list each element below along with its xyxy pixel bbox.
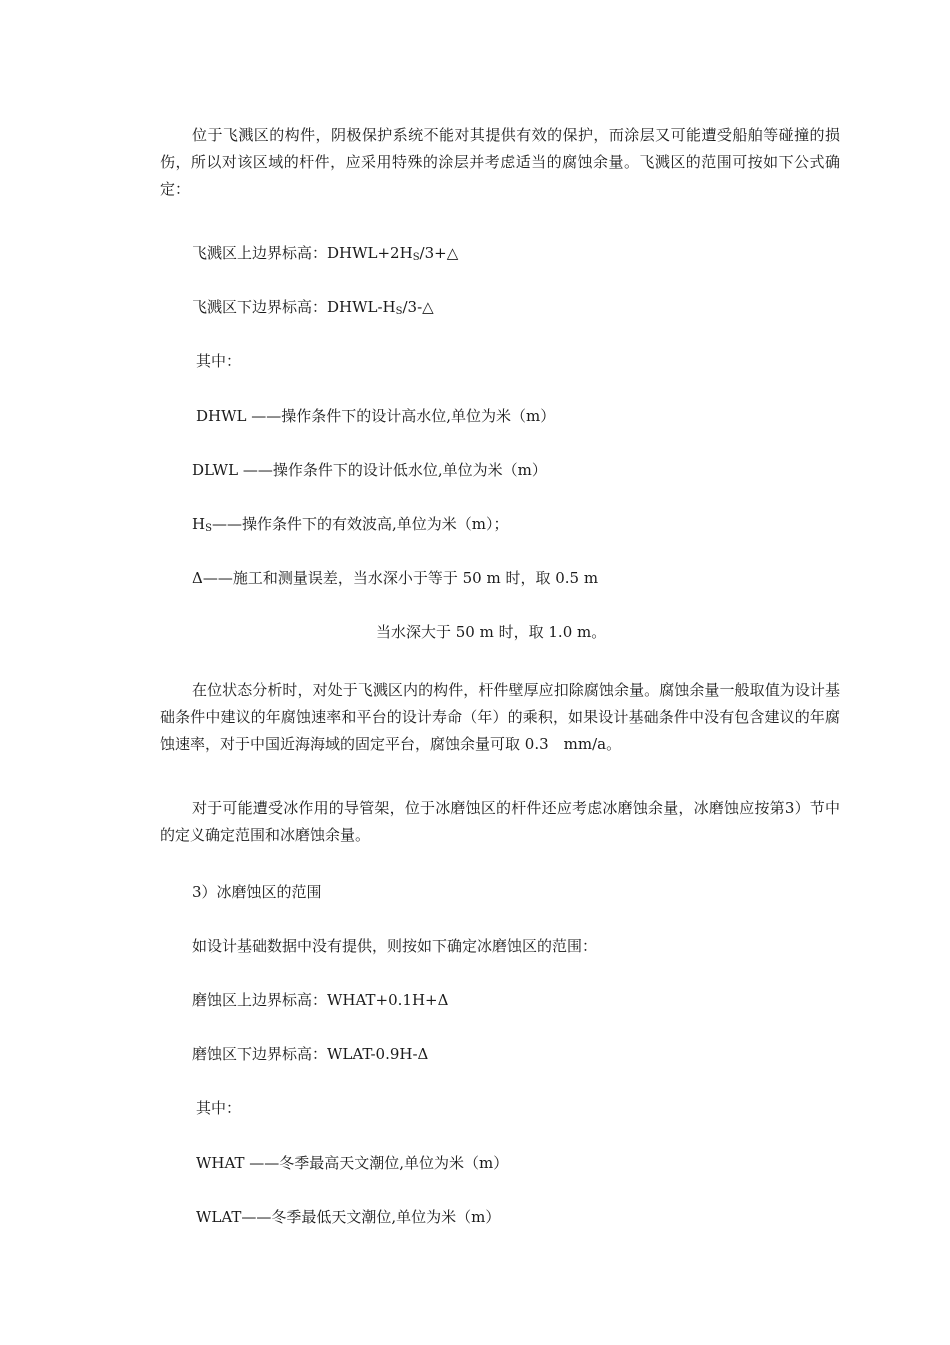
splash-zone-intro-paragraph: 位于飞溅区的构件，阴极保护系统不能对其提供有效的保护，而涂层又可能遭受船舶等碰撞的损伤，所以对该区域的杆件，应采用特殊的涂层并考虑适当的腐蚀余量。飞溅区的范围可按如下公式确定：: [160, 126, 840, 198]
hs-prefix: H: [192, 515, 206, 533]
hs-suffix: ——操作条件下的有效波高,单位为米（m）；: [211, 515, 509, 533]
where-label-2: 其中：: [196, 1099, 242, 1117]
wlat-definition: WLAT——冬季最低天文潮位,单位为米（m）: [196, 1208, 501, 1226]
splash-lower-bound-suffix: /3-△: [402, 298, 434, 316]
what-definition: WHAT ——冬季最高天文潮位,单位为米（m）: [196, 1154, 509, 1172]
splash-upper-bound-formula: [192, 244, 458, 265]
ice-upper-bound-formula: 磨蚀区上边界标高：WHAT+0.1H+Δ: [192, 991, 449, 1009]
splash-lower-bound-sub: S: [395, 306, 403, 317]
dlwl-definition: DLWL ——操作条件下的设计低水位,单位为米（m）: [192, 461, 547, 479]
dhwl-definition: DHWL ——操作条件下的设计高水位,单位为米（m）: [196, 407, 556, 425]
splash-upper-bound-sub: S: [412, 252, 420, 263]
hs-definition: [192, 515, 508, 536]
splash-lower-bound-prefix: 飞溅区下边界标高：DHWL-H: [192, 298, 396, 316]
hs-sub: S: [205, 523, 212, 534]
where-label-1: 其中：: [196, 352, 242, 370]
ice-lower-bound-formula: 磨蚀区下边界标高：WLAT-0.9H-Δ: [192, 1045, 429, 1063]
section-3-heading: 3）冰磨蚀区的范围: [192, 883, 322, 901]
delta-definition-line2: 当水深大于 50 m 时，取 1.0 m。: [376, 623, 607, 641]
splash-lower-bound-formula: [192, 298, 434, 319]
splash-upper-bound-suffix: /3+△: [419, 244, 459, 262]
delta-definition-line1: Δ——施工和测量误差，当水深小于等于 50 m 时，取 0.5 m: [192, 569, 599, 587]
splash-upper-bound-prefix: 飞溅区上边界标高：DHWL+2H: [192, 244, 413, 262]
corrosion-allowance-paragraph: 在位状态分析时，对处于飞溅区内的构件，杆件壁厚应扣除腐蚀余量。腐蚀余量一般取值为设计基础条件中建议的年腐蚀速率和平台的设计寿命（年）的乘积，如果设计基础条件中没有包含建议的年腐蚀速率，对于中国近海海域的固定平台，腐蚀余量可取 0.3 mm/a。: [160, 681, 840, 753]
ice-abrasion-paragraph: 对于可能遭受冰作用的导管架，位于冰磨蚀区的杆件还应考虑冰磨蚀余量，冰磨蚀应按第3）节中的定义确定范围和冰磨蚀余量。: [160, 799, 840, 844]
ice-zone-intro: 如设计基础数据中没有提供，则按如下确定冰磨蚀区的范围：: [192, 937, 598, 955]
